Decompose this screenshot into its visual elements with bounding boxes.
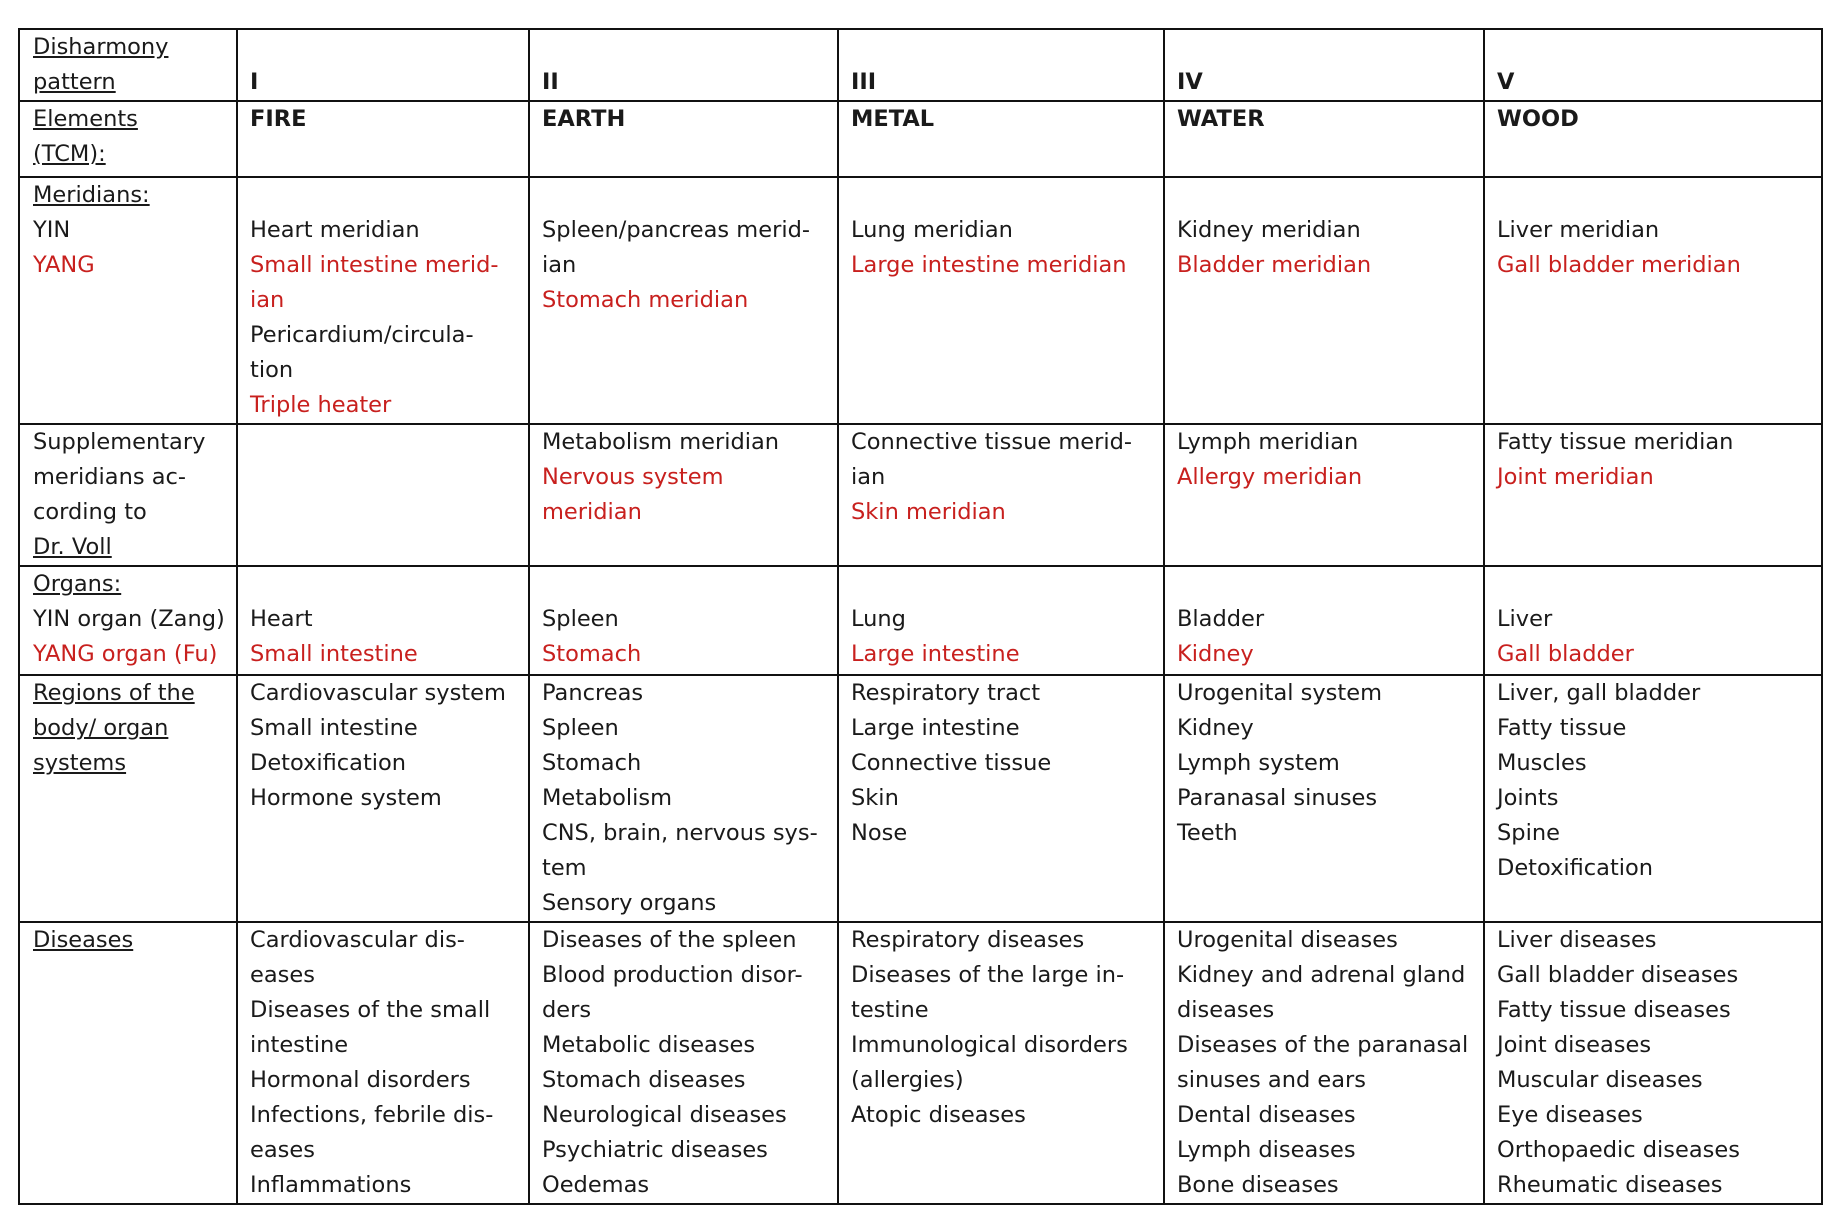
cell-diseases-fire: [237, 922, 529, 1204]
list-item: Lymph diseases: [1177, 1137, 1356, 1163]
yang-item: Small intestine: [250, 641, 418, 667]
list-item: Muscles: [1497, 750, 1587, 776]
supplementary-label-line: Supplementary: [33, 429, 206, 455]
cell-pattern-ii: [529, 29, 838, 101]
yin-item: Lymph meridian: [1177, 429, 1359, 455]
row-organs: [19, 566, 1822, 675]
cell-meridians-wood: [1484, 177, 1822, 424]
list-item: Oedemas: [542, 1172, 650, 1198]
cell-element-wood: [1484, 101, 1822, 177]
list-item: Psychiatric diseases: [542, 1137, 768, 1163]
yang-item: Large intestine: [851, 641, 1020, 667]
cell-regions-earth: [529, 675, 838, 922]
dr-voll-label: Dr. Voll: [33, 534, 112, 560]
list-item: Pancreas: [542, 680, 644, 706]
regions-label-line: Regions of the: [33, 680, 195, 706]
list-item: Rheumatic diseases: [1497, 1172, 1723, 1198]
list-item: Stomach diseases: [542, 1067, 746, 1093]
row-diseases: [19, 922, 1822, 1204]
yang-item: Skin meridian: [851, 499, 1006, 525]
list-item: tem: [542, 855, 587, 881]
list-item: testine: [851, 997, 929, 1023]
cell-organs-fire: [237, 566, 529, 675]
tcm-table: [18, 28, 1823, 1205]
list-item: Muscular diseases: [1497, 1067, 1703, 1093]
pattern-iii: III: [851, 69, 877, 95]
list-item: Kidney and adrenal gland: [1177, 962, 1466, 988]
supplementary-label-line: meridians ac-: [33, 464, 186, 490]
list-item: sinuses and ears: [1177, 1067, 1367, 1093]
list-item: Inflammations: [250, 1172, 412, 1198]
yang-item: Stomach meridian: [542, 287, 749, 313]
yang-item: Large intestine meridian: [851, 252, 1127, 278]
regions-label-line: systems: [33, 750, 127, 776]
cell-pattern-v: [1484, 29, 1822, 101]
cell-organs-metal: [838, 566, 1164, 675]
cell-diseases-water: [1164, 922, 1484, 1204]
list-item: Liver, gall bladder: [1497, 680, 1701, 706]
list-item: Nose: [851, 820, 908, 846]
yang-item: Triple heater: [250, 392, 392, 418]
cell-organs-wood: [1484, 566, 1822, 675]
cell-regions-metal: [838, 675, 1164, 922]
list-item: Lymph system: [1177, 750, 1340, 776]
cell-supplementary-wood: [1484, 424, 1822, 566]
cell-supplementary-fire: [237, 424, 529, 566]
list-item: Diseases of the large in-: [851, 962, 1125, 988]
yang-item: Allergy meridian: [1177, 464, 1363, 490]
yin-item: Spleen: [542, 606, 619, 632]
list-item: Paranasal sinuses: [1177, 785, 1378, 811]
list-item: Small intestine: [250, 715, 418, 741]
list-item: Diseases of the small: [250, 997, 491, 1023]
cell-supplementary-metal: [838, 424, 1164, 566]
cell-diseases-wood: [1484, 922, 1822, 1204]
organs-label: Organs:: [33, 571, 122, 597]
element-metal: METAL: [851, 106, 935, 132]
list-item: Fatty tissue diseases: [1497, 997, 1731, 1023]
element-wood: WOOD: [1497, 106, 1579, 132]
yin-item: Lung meridian: [851, 217, 1013, 243]
cell-regions-water: [1164, 675, 1484, 922]
list-item: Infections, febrile dis-: [250, 1102, 494, 1128]
yang-item: Gall bladder: [1497, 641, 1634, 667]
cell-pattern-iv: [1164, 29, 1484, 101]
list-item: ders: [542, 997, 592, 1023]
list-item: Kidney: [1177, 715, 1254, 741]
list-item: Hormonal disorders: [250, 1067, 471, 1093]
list-item: (allergies): [851, 1067, 964, 1093]
yin-item: ian: [542, 252, 577, 278]
row-regions: [19, 675, 1822, 922]
yin-organ-label: YIN organ (Zang): [33, 606, 225, 632]
list-item: Stomach: [542, 750, 642, 776]
cell-meridians-label: [19, 177, 237, 424]
yin-label: YIN: [33, 217, 71, 243]
pattern-i: I: [250, 69, 259, 95]
elements-label-line: (TCM):: [33, 141, 106, 167]
yang-item: Stomach: [542, 641, 642, 667]
cell-meridians-metal: [838, 177, 1164, 424]
cell-pattern-label: [19, 29, 237, 101]
cell-supplementary-earth: [529, 424, 838, 566]
cell-regions-wood: [1484, 675, 1822, 922]
list-item: Spleen: [542, 715, 619, 741]
list-item: Sensory organs: [542, 890, 717, 916]
yin-item: Liver meridian: [1497, 217, 1660, 243]
yin-item: tion: [250, 357, 294, 383]
diseases-label: Diseases: [33, 927, 134, 953]
list-item: Atopic diseases: [851, 1102, 1026, 1128]
yang-item: Joint meridian: [1497, 464, 1654, 490]
elements-label-line: Elements: [33, 106, 138, 132]
cell-pattern-iii: [838, 29, 1164, 101]
list-item: Urogenital system: [1177, 680, 1382, 706]
yin-item: Heart meridian: [250, 217, 420, 243]
cell-diseases-earth: [529, 922, 838, 1204]
list-item: intestine: [250, 1032, 349, 1058]
list-item: Cardiovascular system: [250, 680, 506, 706]
cell-supplementary-water: [1164, 424, 1484, 566]
list-item: Respiratory diseases: [851, 927, 1085, 953]
cell-element-fire: [237, 101, 529, 177]
list-item: Spine: [1497, 820, 1560, 846]
list-item: Bone diseases: [1177, 1172, 1339, 1198]
element-earth: EARTH: [542, 106, 626, 132]
list-item: Teeth: [1177, 820, 1238, 846]
yin-item: Spleen/pancreas merid-: [542, 217, 810, 243]
element-water: WATER: [1177, 106, 1265, 132]
pattern-v: V: [1497, 69, 1515, 95]
yang-item: Bladder meridian: [1177, 252, 1372, 278]
list-item: Joint diseases: [1497, 1032, 1652, 1058]
pattern-label-line: pattern: [33, 69, 116, 95]
row-elements: [19, 101, 1822, 177]
list-item: Large intestine: [851, 715, 1020, 741]
list-item: Cardiovascular dis-: [250, 927, 465, 953]
list-item: Diseases of the spleen: [542, 927, 797, 953]
cell-pattern-i: [237, 29, 529, 101]
yang-item: meridian: [542, 499, 642, 525]
list-item: Hormone system: [250, 785, 442, 811]
pattern-ii: II: [542, 69, 559, 95]
list-item: diseases: [1177, 997, 1275, 1023]
cell-diseases-metal: [838, 922, 1164, 1204]
pattern-label-line: Disharmony: [33, 34, 169, 60]
yin-item: Fatty tissue meridian: [1497, 429, 1734, 455]
list-item: Connective tissue: [851, 750, 1052, 776]
supplementary-label-line: cording to: [33, 499, 147, 525]
list-item: Detoxification: [1497, 855, 1654, 881]
yin-item: Metabolism meridian: [542, 429, 780, 455]
yin-item: Pericardium/circula-: [250, 322, 474, 348]
yin-item: ian: [851, 464, 886, 490]
cell-organs-water: [1164, 566, 1484, 675]
row-supplementary: [19, 424, 1822, 566]
list-item: Detoxification: [250, 750, 407, 776]
cell-regions-label: [19, 675, 237, 922]
list-item: Fatty tissue: [1497, 715, 1627, 741]
list-item: Blood production disor-: [542, 962, 803, 988]
list-item: Diseases of the paranasal: [1177, 1032, 1469, 1058]
list-item: eases: [250, 962, 315, 988]
list-item: Eye diseases: [1497, 1102, 1643, 1128]
yin-item: Bladder: [1177, 606, 1265, 632]
cell-element-metal: [838, 101, 1164, 177]
list-item: Metabolic diseases: [542, 1032, 756, 1058]
yin-item: Kidney meridian: [1177, 217, 1361, 243]
list-item: Joints: [1497, 785, 1559, 811]
cell-organs-earth: [529, 566, 838, 675]
cell-diseases-label: [19, 922, 237, 1204]
list-item: CNS, brain, nervous sys-: [542, 820, 818, 846]
cell-element-earth: [529, 101, 838, 177]
regions-label-line: body/ organ: [33, 715, 169, 741]
element-fire: FIRE: [250, 106, 307, 132]
yin-item: Liver: [1497, 606, 1553, 632]
list-item: Urogenital diseases: [1177, 927, 1398, 953]
yang-item: Gall bladder meridian: [1497, 252, 1741, 278]
yang-label: YANG: [33, 252, 95, 278]
list-item: Dental diseases: [1177, 1102, 1356, 1128]
yin-item: Heart: [250, 606, 313, 632]
cell-meridians-fire: [237, 177, 529, 424]
cell-element-water: [1164, 101, 1484, 177]
list-item: Respiratory tract: [851, 680, 1041, 706]
list-item: Neurological diseases: [542, 1102, 787, 1128]
row-disharmony-pattern: [19, 29, 1822, 101]
yang-item: ian: [250, 287, 285, 313]
yin-item: Connective tissue merid-: [851, 429, 1133, 455]
cell-regions-fire: [237, 675, 529, 922]
list-item: Liver diseases: [1497, 927, 1657, 953]
list-item: Immunological disorders: [851, 1032, 1128, 1058]
yin-item: Lung: [851, 606, 906, 632]
meridians-label: Meridians:: [33, 182, 150, 208]
list-item: eases: [250, 1137, 315, 1163]
cell-meridians-earth: [529, 177, 838, 424]
list-item: Skin: [851, 785, 899, 811]
cell-elements-label: [19, 101, 237, 177]
yang-item: Nervous system: [542, 464, 724, 490]
yang-item: Small intestine merid-: [250, 252, 499, 278]
cell-meridians-water: [1164, 177, 1484, 424]
row-meridians: [19, 177, 1822, 424]
list-item: Orthopaedic diseases: [1497, 1137, 1740, 1163]
cell-supplementary-label: [19, 424, 237, 566]
yang-item: Kidney: [1177, 641, 1254, 667]
pattern-iv: IV: [1177, 69, 1203, 95]
yang-organ-label: YANG organ (Fu): [33, 641, 218, 667]
list-item: Metabolism: [542, 785, 673, 811]
list-item: Gall bladder diseases: [1497, 962, 1739, 988]
cell-organs-label: [19, 566, 237, 675]
